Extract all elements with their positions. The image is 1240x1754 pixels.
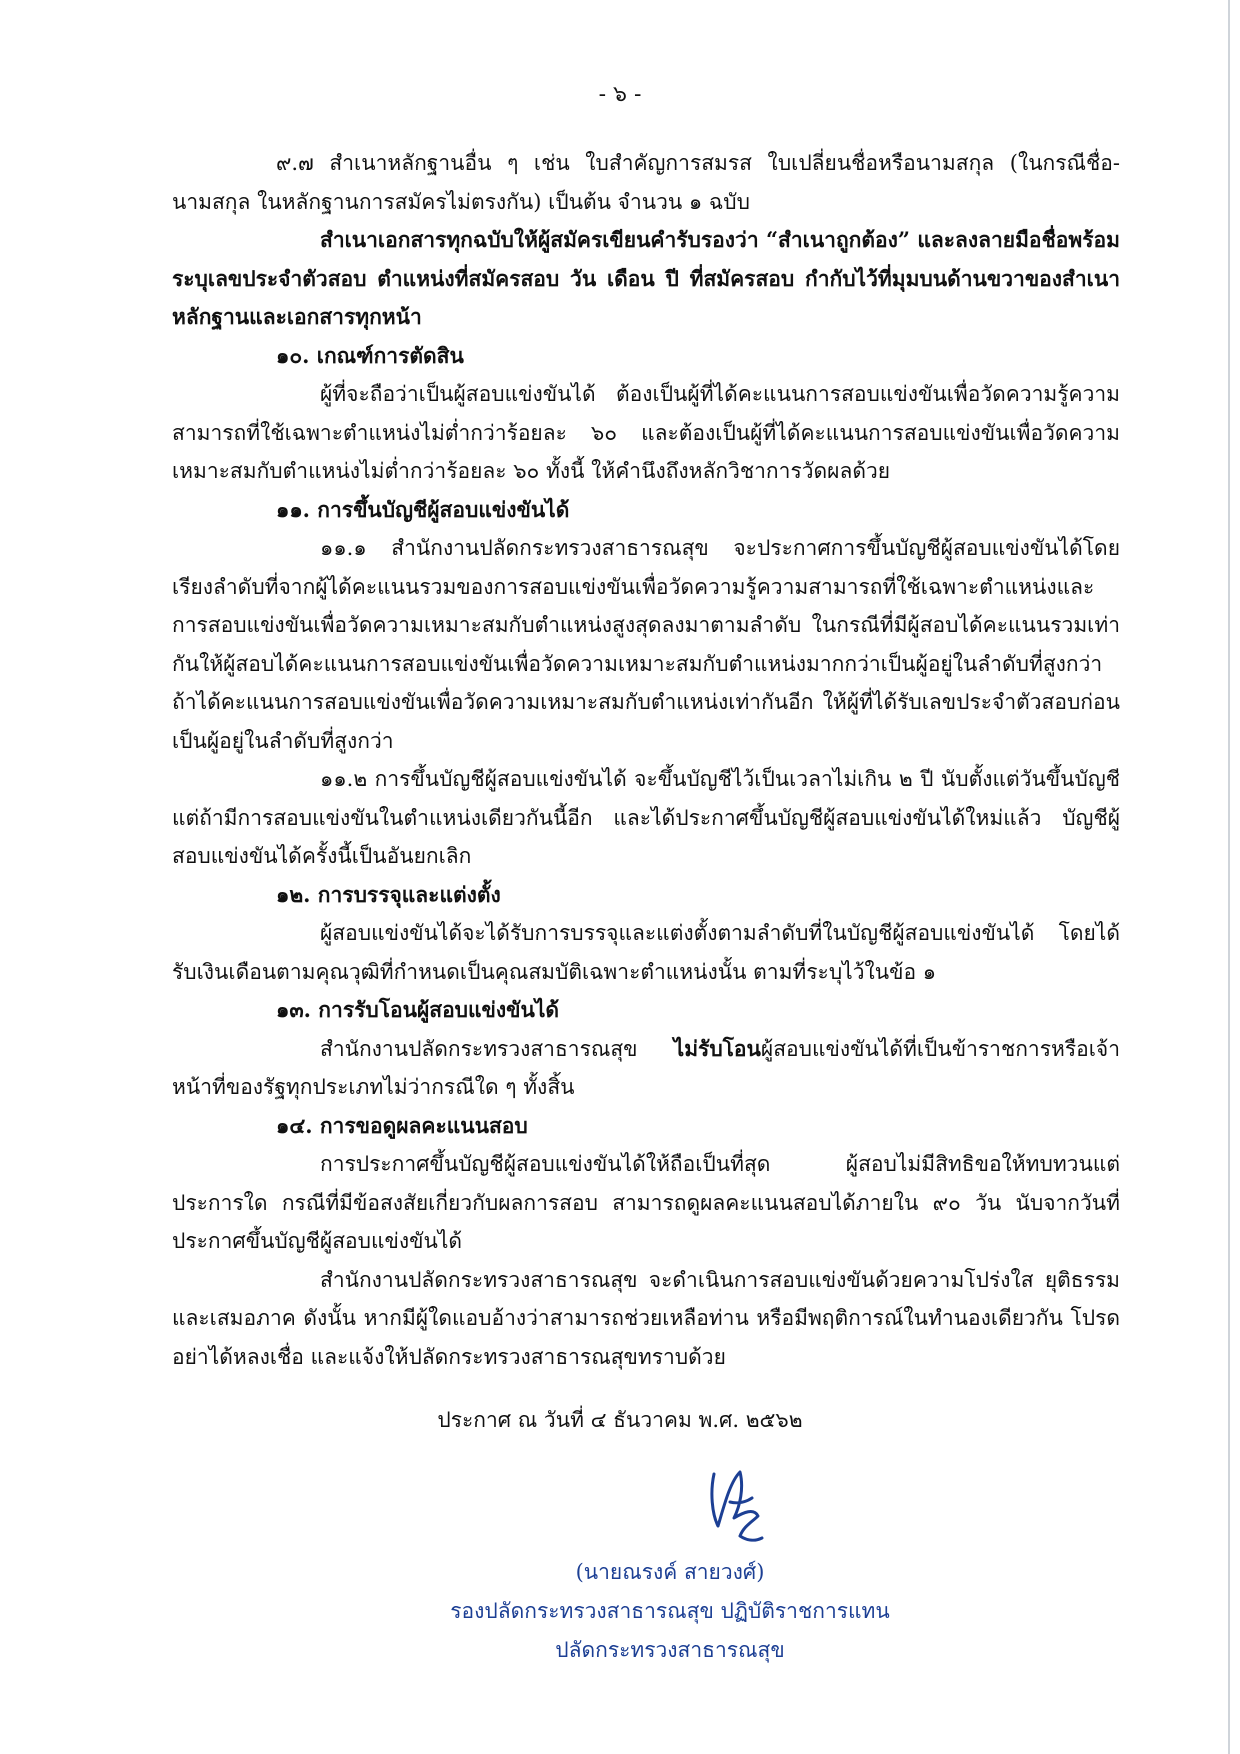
section-13-text-start: สำนักงานปลัดกระทรวงสาธารณสุข [320,1036,674,1061]
scan-edge-line [1228,0,1230,1754]
signatory-title-2: ปลัดกระทรวงสาธารณสุข [555,1638,785,1662]
section-14-text-1: การประกาศขึ้นบัญชีผู้สอบแข่งขันได้ให้ถือเป็นที่สุด ผู้สอบไม่มีสิทธิขอให้ทบทวนแต่ประการใด กรณีที่มีข้อสงสัยเกี่ยวกับผลการสอบ สามารถดูผลคะแนนสอบได้ภายใน ๙๐ วัน นับจากวันที่ประกาศขึ้นบัญชีผู้สอบแข่งขันได้ [172,1152,1120,1253]
signatory-title: รองปลัดกระทรวงสาธารณสุข ปฏิบัติราชการแทน [450,1599,890,1623]
page-number: - ๖ - [598,82,642,107]
section-12-text: ผู้สอบแข่งขันได้จะได้รับการบรรจุและแต่งตั้งตามลำดับที่ในบัญชีผู้สอบแข่งขันได้ โดยได้รับเงินเดือนตามคุณวุฒิที่กำหนดเป็นคุณสมบัติเฉพาะตำแหน่งนั้น ตามที่ระบุไว้ในข้อ ๑ [172,921,1120,984]
announcement-date: ประกาศ ณ วันที่ ๔ ธันวาคม พ.ศ. ๒๕๖๒ [437,1408,803,1432]
section-13-text [172,1030,1120,1107]
section-13-text-end: ผู้สอบแข่งขันได้ที่เป็นข้าราชการหรือเจ้าหน้าที่ของรัฐทุกประเภทไม่ว่ากรณีใด ๆ ทั้งสิ้น [172,1036,1120,1099]
section-11-heading: ๑๑. การขึ้นบัญชีผู้สอบแข่งขันได้ [276,496,570,522]
section-14-text-2: สำนักงานปลัดกระทรวงสาธารณสุข จะดำเนินการสอบแข่งขันด้วยความโปร่งใส ยุติธรรม และเสมอภาค ดังนั้น หากมีผู้ใดแอบอ้างว่าสามารถช่วยเหลือท่าน หรือมีพฤติการณ์ในทำนองเดียวกัน โปรดอย่าได้หลงเชื่อ และแจ้งให้ปลัดกระทรวงสาธารณสุขทราบด้วย [172,1267,1120,1369]
section-13-heading: ๑๓. การรับโอนผู้สอบแข่งขันได้ [276,997,560,1022]
paragraph-9-7: ๙.๗ สำเนาหลักฐานอื่น ๆ เช่น ใบสำคัญการสมรส ใบเปลี่ยนชื่อหรือนามสกุล (ในกรณีชื่อ-นามสกุล ในหลักฐานการสมัครไม่ตรงกัน) เป็นต้น จำนวน ๑ ฉบับ [172,151,1120,214]
section-12-heading: ๑๒. การบรรจุและแต่งตั้ง [276,881,501,907]
signatory-name: (นายณรงค์ สายวงศ์) [575,1560,765,1584]
section-11-2-text: ๑๑.๒ การขึ้นบัญชีผู้สอบแข่งขันได้ จะขึ้นบัญชีไว้เป็นเวลาไม่เกิน ๒ ปี นับตั้งแต่วันขึ้นบัญชีแต่ถ้ามีการสอบแข่งขันในตำแหน่งเดียวกันนี้อีก และได้ประกาศขึ้นบัญชีผู้สอบแข่งขันได้ใหม่แล้ว บัญชีผู้สอบแข่งขันได้ครั้งนี้เป็นอันยกเลิก [172,767,1120,868]
section-10-heading: ๑๐. เกณฑ์การตัดสิน [276,342,464,368]
section-13-emphasis: ไม่รับโอน [673,1035,761,1061]
section-10-text: ผู้ที่จะถือว่าเป็นผู้สอบแข่งขันได้ ต้องเป็นผู้ที่ได้คะแนนการสอบแข่งขันเพื่อวัดความรู้ความสามารถที่ใช้เฉพาะตำแหน่งไม่ต่ำกว่าร้อยละ ๖๐ และต้องเป็นผู้ที่ได้คะแนนการสอบแข่งขันเพื่อวัดความเหมาะสมกับตำแหน่งไม่ต่ำกว่าร้อยละ ๖๐ ทั้งนี้ ให้คำนึงถึงหลักวิชาการวัดผลด้วย [172,382,1120,483]
handwritten-signature [700,1462,770,1548]
document-body [172,144,1120,1376]
section-11-1-text: ๑๑.๑ สำนักงานปลัดกระทรวงสาธารณสุข จะประกาศการขึ้นบัญชีผู้สอบแข่งขันได้โดยเรียงลำดับที่จากผู้ได้คะแนนรวมของการสอบแข่งขันเพื่อวัดความรู้ความสามารถที่ใช้เฉพาะตำแหน่งและการสอบแข่งขันเพื่อวัดความเหมาะสมกับตำแหน่งสูงสุดลงมาตามลำดับ ในกรณีที่มีผู้สอบได้คะแนนรวมเท่ากันให้ผู้สอบได้คะแนนการสอบแข่งขันเพื่อวัดความเหมาะสมกับตำแหน่งมากกว่าเป็นผู้อยู่ในลำดับที่สูงกว่าถ้าได้คะแนนการสอบแข่งขันเพื่อวัดความเหมาะสมกับตำแหน่งเท่ากันอีก ให้ผู้ที่ได้รับเลขประจำตัวสอบก่อนเป็นผู้อยู่ในลำดับที่สูงกว่า [172,536,1120,753]
paragraph-certify-copies: สำเนาเอกสารทุกฉบับให้ผู้สมัครเขียนคำรับรองว่า “สำเนาถูกต้อง” และลงลายมือชื่อพร้อมระบุเลขประจำตัวสอบ ตำแหน่งที่สมัครสอบ วัน เดือน ปี ที่สมัครสอบ กำกับไว้ที่มุมบนด้านขวาของสำเนาหลักฐานและเอกสารทุกหน้า [172,227,1120,329]
section-14-heading: ๑๔. การขอดูผลคะแนนสอบ [276,1112,528,1138]
